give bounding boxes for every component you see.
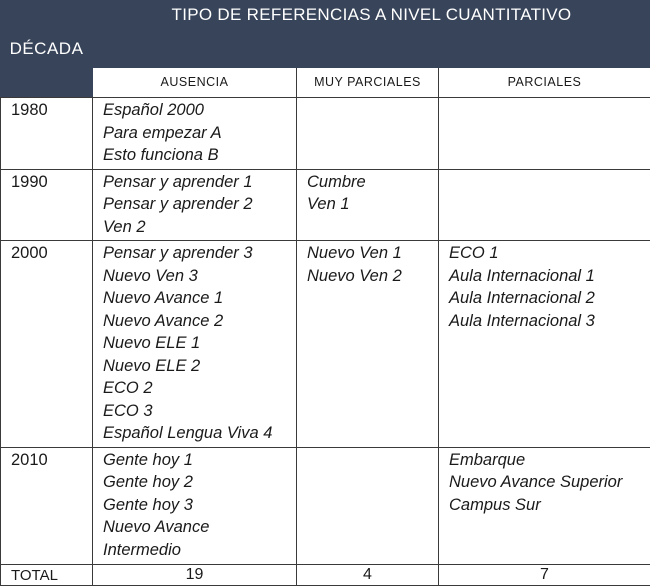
textbook-title: Intermedio — [103, 539, 296, 562]
decade-cell: 2000 — [1, 241, 93, 448]
textbook-title: ECO 3 — [103, 400, 296, 423]
textbook-title: Pensar y aprender 2 — [103, 193, 296, 216]
textbook-title: Nuevo Avance 1 — [103, 287, 296, 310]
textbook-title: Español Lengua Viva 4 — [103, 422, 296, 445]
ausencia-cell — [93, 98, 297, 170]
textbook-title: Embarque — [449, 449, 650, 472]
textbook-title: Cumbre — [307, 171, 438, 194]
textbook-title: Nuevo Avance 2 — [103, 310, 296, 333]
muy-parciales-cell — [297, 169, 439, 241]
textbook-title: Nuevo ELE 2 — [103, 355, 296, 378]
textbook-title: Ven 1 — [307, 193, 438, 216]
table-row — [1, 169, 650, 241]
column-header-ausencia: AUSENCIA — [93, 67, 297, 97]
textbook-title: Nuevo Ven 3 — [103, 265, 296, 288]
header-tipo-referencias: TIPO DE REFERENCIAS A NIVEL CUANTITATIVO — [93, 1, 650, 68]
muy-parciales-cell — [297, 98, 439, 170]
table-row — [1, 98, 650, 170]
textbook-title: Aula Internacional 2 — [449, 287, 650, 310]
textbook-title: Para empezar A — [103, 122, 296, 145]
total-muy-parciales: 4 — [297, 564, 439, 585]
decade-cell: 1980 — [1, 98, 93, 170]
column-header-muy-parciales: MUY PARCIALES — [297, 67, 439, 97]
parciales-cell — [439, 241, 650, 448]
textbook-title: ECO 2 — [103, 377, 296, 400]
textbook-title: Aula Internacional 3 — [449, 310, 650, 333]
ausencia-cell — [93, 241, 297, 448]
muy-parciales-cell — [297, 447, 439, 564]
textbook-title: Campus Sur — [449, 494, 650, 517]
textbook-title: Pensar y aprender 1 — [103, 171, 296, 194]
textbook-title: Ven 2 — [103, 216, 296, 239]
decade-cell: 2010 — [1, 447, 93, 564]
ausencia-cell — [93, 447, 297, 564]
textbook-title: Gente hoy 2 — [103, 471, 296, 494]
parciales-cell — [439, 447, 650, 564]
muy-parciales-cell — [297, 241, 439, 448]
textbook-title: Pensar y aprender 3 — [103, 242, 296, 265]
total-ausencia: 19 — [93, 564, 297, 585]
textbook-title: Nuevo Avance Superior — [449, 471, 650, 494]
textbook-title: Nuevo Avance — [103, 516, 296, 539]
textbook-title: Nuevo Ven 2 — [307, 265, 438, 288]
table-row — [1, 241, 650, 448]
table-row — [1, 447, 650, 564]
column-header-parciales: PARCIALES — [439, 67, 650, 97]
textbook-title: Gente hoy 1 — [103, 449, 296, 472]
textbook-title: Gente hoy 3 — [103, 494, 296, 517]
total-row — [1, 564, 650, 585]
textbook-title: Nuevo ELE 1 — [103, 332, 296, 355]
total-parciales: 7 — [439, 564, 650, 585]
parciales-cell — [439, 98, 650, 170]
textbook-title: ECO 1 — [449, 242, 650, 265]
textbook-title: Nuevo Ven 1 — [307, 242, 438, 265]
ausencia-cell — [93, 169, 297, 241]
parciales-cell — [439, 169, 650, 241]
decade-cell: 1990 — [1, 169, 93, 241]
textbook-title: Aula Internacional 1 — [449, 265, 650, 288]
textbook-title: Esto funciona B — [103, 144, 296, 167]
header-decada: DÉCADA — [1, 1, 93, 98]
total-label: TOTAL — [1, 564, 93, 585]
textbook-title: Español 2000 — [103, 99, 296, 122]
